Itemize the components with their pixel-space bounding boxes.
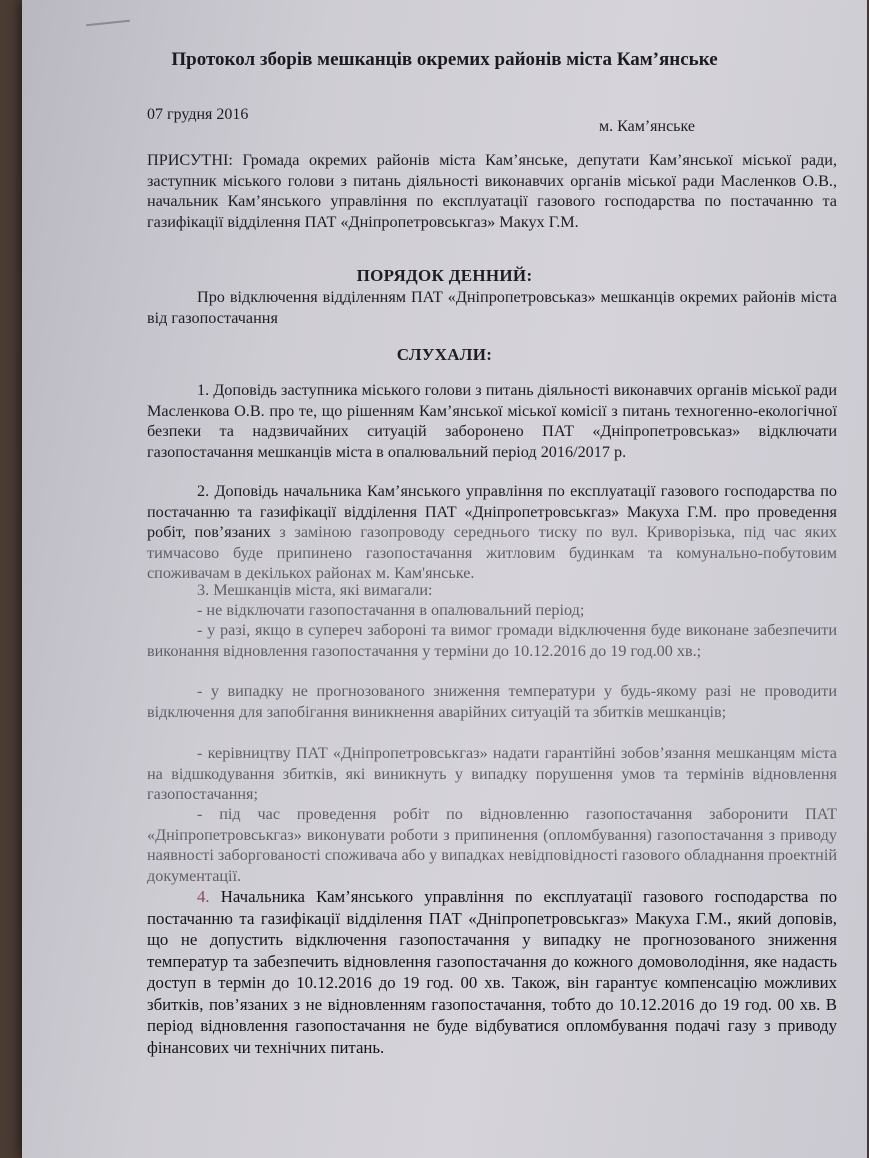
item-3-point-1: - не відключати газопостачання в опалювальний період; bbox=[197, 601, 585, 619]
agenda-text: Про відключення відділенням ПАТ «Дніпропетровськаз» мешканців окремих районів міста від газопостачання bbox=[147, 288, 837, 327]
item-4 bbox=[147, 886, 837, 1058]
item-3-point-3: - у випадку не прогнозованого зниження температури у будь-якому разі не проводити відключення для запобігання виникнення аварійних ситуацій та збитків мешканців; bbox=[147, 682, 837, 721]
document-page bbox=[22, 0, 867, 1158]
item-3-point-2: - у разі, якщо в суперeч забороні та вимог громади відключення буде виконане забезпечити виконання відновлення газопостачання у терміни до 10.12.2016 до 19 год.00 хв.; bbox=[147, 621, 837, 660]
heard-heading: СЛУХАЛИ: bbox=[396, 345, 493, 364]
item-3-point-4: - керівництву ПАТ «Дніпропетровськгаз» надати гарантійні зобов’язання мешканцям міста на відшкодування збитків, які виникнуть у випадку порушення умов та термінів відновлення газопостачання; bbox=[147, 744, 837, 803]
item-2-part-b: з заміною газопроводу середнього тиску по вул. Криворізька, під час яких тимчасово буде припинено газопостачання житловим будинкам та комунально-побутовим споживачам в декількох районах м. Кам'янське. bbox=[147, 523, 837, 582]
item-1: 1. Доповідь заступника міського голови з питань діяльності виконавчих органів міської ради Масленкова О.В. про те, що рішенням Кам’янської міської комісії з питань техногенно-екологічної безпеки та надзвичайних ситуацій заборонено ПАТ «Дніпропетровськаз» відключати газопостачання мешканців міста в опалювальний період 2016/2017 р. bbox=[147, 381, 837, 461]
item-3-intro: 3. Мешканців міста, які вимагали: bbox=[197, 581, 433, 599]
item-2 bbox=[147, 481, 837, 584]
agenda-heading: ПОРЯДОК ДЕННИЙ: bbox=[356, 266, 533, 285]
item-3-point-5: - під час проведення робіт по відновленню газопостачання заборонити ПАТ «Дніпропетровськгаз» виконувати роботи з припинення (опломбування) газопостачання з приводу наявності заборгованості споживача або у випадках невідповідності газового обладнання проектній документації. bbox=[147, 805, 837, 885]
document-title: Протокол зборів мешканців окремих районів міста Кам’янське bbox=[171, 49, 718, 70]
document-date: 07 грудня 2016 bbox=[147, 106, 249, 123]
item-2-part-a: 2. Доповідь начальника Кам’янського управління по експлуатації газового господарства по постачанню та газифікації відділення ПАТ «Дніпропетровськгаз» Макуха Г.М. про проведення робіт, пов’язаних bbox=[147, 482, 837, 541]
present-paragraph: ПРИСУТНІ: Громада окремих районів міста Кам’янське, депутати Кам’янської міської ради, заступник міського голови з питань діяльності виконавчих органів міської ради Масленков О.В., начальник Кам’янського управління по експлуатації газового господарства по постачанню та газифікації відділення ПАТ «Дніпропетровськгаз» Макух Г.М. bbox=[147, 151, 837, 231]
pen-mark bbox=[86, 20, 130, 27]
item-4-text: Начальника Кам’янського управління по експлуатації газового господарства по постачанню та газифікації відділення ПАТ «Дніпропетровськгаз» Макуха Г.М., який доповів, що не допустить відключення газопостачання у випадку не прогнозованого зниження температур та забезпечить відновлення газопостачання до кожного домоволодіння, яке надасть доступ в термін до 10.12.2016 до 19 год. 00 хв. Також, він гарантує компенсацію можливих збитків, пов’язаних з не відновленням газопостачання, тобто до 10.12.2016 до 19 год. 00 хв. В період відновлення газопостачання не буде відбуватися опломбування подачі газу з приводу фінансових чи технічних питань. bbox=[147, 887, 837, 1057]
item-4-number: 4. bbox=[197, 887, 210, 906]
document-city: м. Кам’янське bbox=[599, 118, 695, 135]
